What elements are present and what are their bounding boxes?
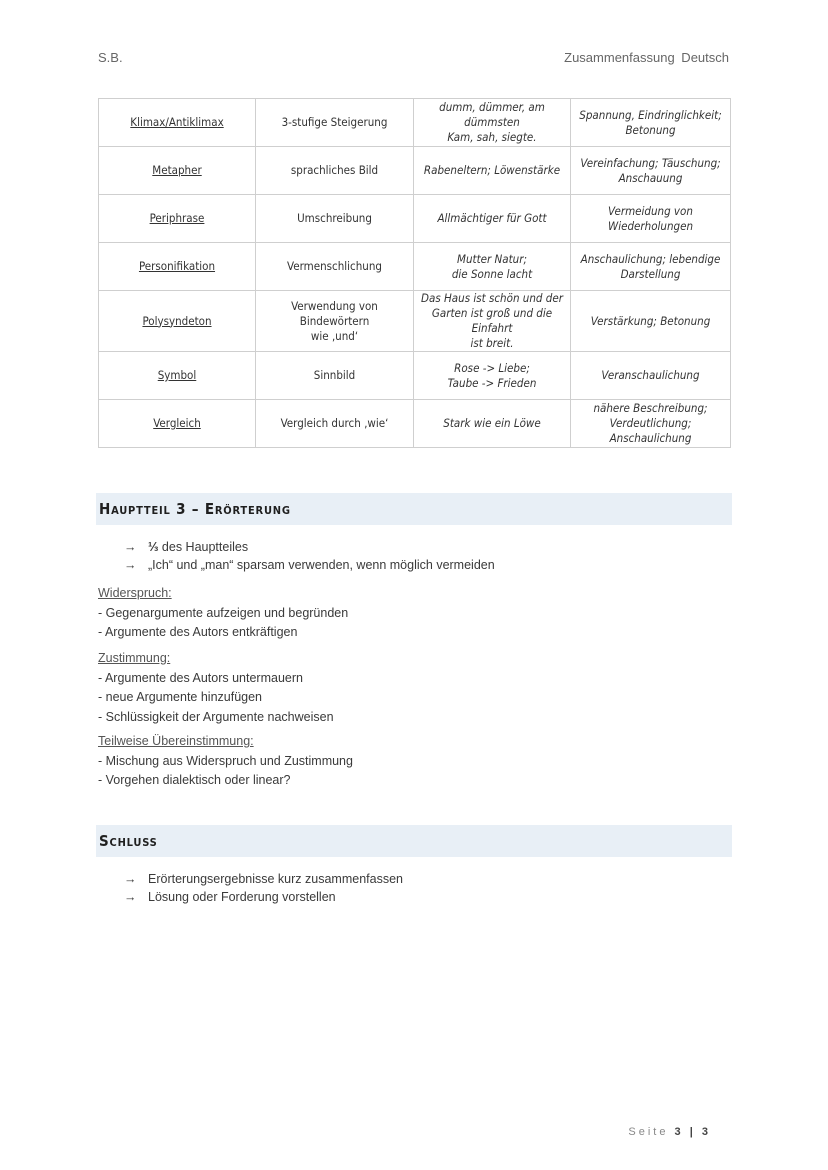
device-example-line: Das Haus ist schön und der — [421, 291, 563, 305]
list-item: - Vorgehen dialektisch oder linear? — [98, 773, 291, 787]
list-item: - Argumente des Autors entkräftigen — [98, 625, 298, 639]
device-example-line: Garten ist groß und die Einfahrt — [431, 306, 553, 335]
device-definition-line: Vergleich durch ‚wie‘ — [280, 416, 389, 430]
arrow-icon: → — [124, 558, 137, 572]
list-item: - Mischung aus Widerspruch und Zustimmung — [98, 753, 353, 768]
table-row — [99, 291, 731, 352]
device-example — [414, 147, 571, 195]
device-example-line: Allmächtiger für Gott — [437, 211, 547, 225]
device-function — [571, 400, 731, 448]
page-number: 3 — [674, 1126, 684, 1138]
device-definition-line: Vermenschlichung — [287, 259, 382, 273]
group-zustimmung — [98, 649, 334, 727]
device-example — [414, 195, 571, 243]
device-example-line: Mutter Natur; — [457, 251, 527, 266]
fraction-text: ⅓ — [148, 540, 159, 554]
device-example — [414, 243, 571, 291]
list-item: - neue Argumente hinzufügen — [98, 690, 263, 704]
device-function-line: Vermeidung von Wiederholungen — [607, 203, 694, 233]
device-example-line: Rabeneltern; Löwenstärke — [423, 163, 561, 177]
device-definition — [256, 195, 414, 243]
table-row — [99, 99, 731, 147]
device-example — [414, 99, 571, 147]
list-item: - Gegenargumente aufzeigen und begründen — [98, 605, 349, 620]
device-function-line: nähere Beschreibung; — [593, 401, 708, 415]
device-term: Klimax/Antiklimax — [99, 99, 256, 147]
device-definition — [256, 400, 414, 448]
arrow-item-text: Lösung oder Forderung vorstellen — [148, 890, 336, 904]
device-function — [571, 99, 731, 147]
arrow-item-text: Erörterungsergebnisse kurz zusammenfassen — [148, 872, 403, 886]
device-example — [414, 291, 571, 352]
arrow-item-text: „Ich“ und „man“ sparsam verwenden, wenn möglich vermeiden — [148, 558, 495, 572]
group-heading: Zustimmung: — [98, 651, 171, 665]
device-term: Metapher — [99, 147, 256, 195]
device-function — [571, 352, 731, 400]
arrow-item — [124, 888, 403, 906]
table-row — [99, 243, 731, 291]
device-term: Polysyndeton — [99, 291, 256, 352]
device-example-line: ist breit. — [470, 336, 514, 350]
device-function-line: Betonung — [625, 122, 676, 137]
list-item: - Schlüssigkeit der Argumente nachweisen — [98, 709, 334, 724]
group-widerspruch — [98, 584, 348, 643]
footer-label: Seite — [628, 1126, 669, 1138]
device-function — [571, 195, 731, 243]
page-total: 3 — [701, 1126, 711, 1138]
device-definition-line: 3-stufige Steigerung — [281, 115, 388, 129]
page-separator: | — [689, 1126, 696, 1138]
list-item: - Argumente des Autors untermauern — [98, 670, 303, 685]
section-heading-eroerterung — [96, 493, 732, 525]
table-row — [99, 400, 731, 448]
arrow-item-text: des Hauptteiles — [158, 540, 249, 554]
table-row — [99, 352, 731, 400]
stylistic-devices-table — [98, 98, 731, 448]
device-definition — [256, 291, 414, 352]
page-footer — [628, 1126, 711, 1138]
arrow-item — [124, 556, 495, 574]
device-definition-line: Sinnbild — [313, 368, 356, 382]
arrow-icon: → — [124, 890, 137, 904]
device-function-line: Veranschaulichung — [601, 368, 700, 382]
group-heading: Teilweise Übereinstimmung: — [98, 734, 254, 748]
device-example-line: dumm, dümmer, am dümmsten — [439, 100, 545, 129]
device-function — [571, 147, 731, 195]
device-definition-line: sprachliches Bild — [290, 163, 379, 177]
arrow-list-eroerterung — [124, 538, 495, 574]
device-definition — [256, 352, 414, 400]
device-function — [571, 291, 731, 352]
device-term: Vergleich — [99, 400, 256, 448]
device-definition — [256, 147, 414, 195]
arrow-item — [124, 870, 403, 888]
device-function-line: Anschauung — [618, 170, 683, 185]
arrow-list-schluss — [124, 870, 403, 906]
header-author: S.B. — [98, 50, 123, 65]
device-function-line: Anschaulichung; lebendige — [580, 251, 721, 266]
device-example-line: Kam, sah, siegte. — [447, 130, 537, 144]
table-row — [99, 147, 731, 195]
device-function-line: Verstärkung; Betonung — [590, 313, 711, 328]
device-definition — [256, 243, 414, 291]
arrow-icon: → — [124, 540, 137, 554]
header-title: Zusammenfassung Deutsch — [564, 50, 729, 65]
section-heading-schluss — [96, 825, 732, 857]
section-title: Schluss — [99, 832, 158, 850]
arrow-icon: → — [124, 872, 137, 886]
device-definition-line: wie ‚und‘ — [310, 328, 359, 343]
device-example-line: Taube -> Frieden — [447, 375, 537, 390]
device-term: Periphrase — [99, 195, 256, 243]
device-function-line: Vereinfachung; Täuschung; — [580, 155, 721, 170]
device-definition-line: Verwendung von Bindewörtern — [291, 298, 378, 328]
device-term: Personifikation — [99, 243, 256, 291]
device-example-line: Stark wie ein Löwe — [443, 416, 541, 430]
device-function-line: Spannung, Eindringlichkeit; — [579, 107, 722, 122]
device-example — [414, 352, 571, 400]
group-teilweise — [98, 732, 353, 791]
device-function-line: Darstellung — [620, 266, 681, 281]
arrow-item — [124, 538, 495, 556]
device-term: Symbol — [99, 352, 256, 400]
section-title: Hauptteil 3 – Erörterung — [99, 500, 291, 518]
table-row — [99, 195, 731, 243]
device-definition-line: Umschreibung — [297, 211, 372, 225]
device-example-line: die Sonne lacht — [451, 266, 533, 281]
device-function-line: Verdeutlichung; Anschaulichung — [609, 416, 692, 445]
device-definition — [256, 99, 414, 147]
device-function — [571, 243, 731, 291]
device-example — [414, 400, 571, 448]
device-example-line: Rose -> Liebe; — [454, 360, 530, 375]
group-heading: Widerspruch: — [98, 586, 172, 600]
